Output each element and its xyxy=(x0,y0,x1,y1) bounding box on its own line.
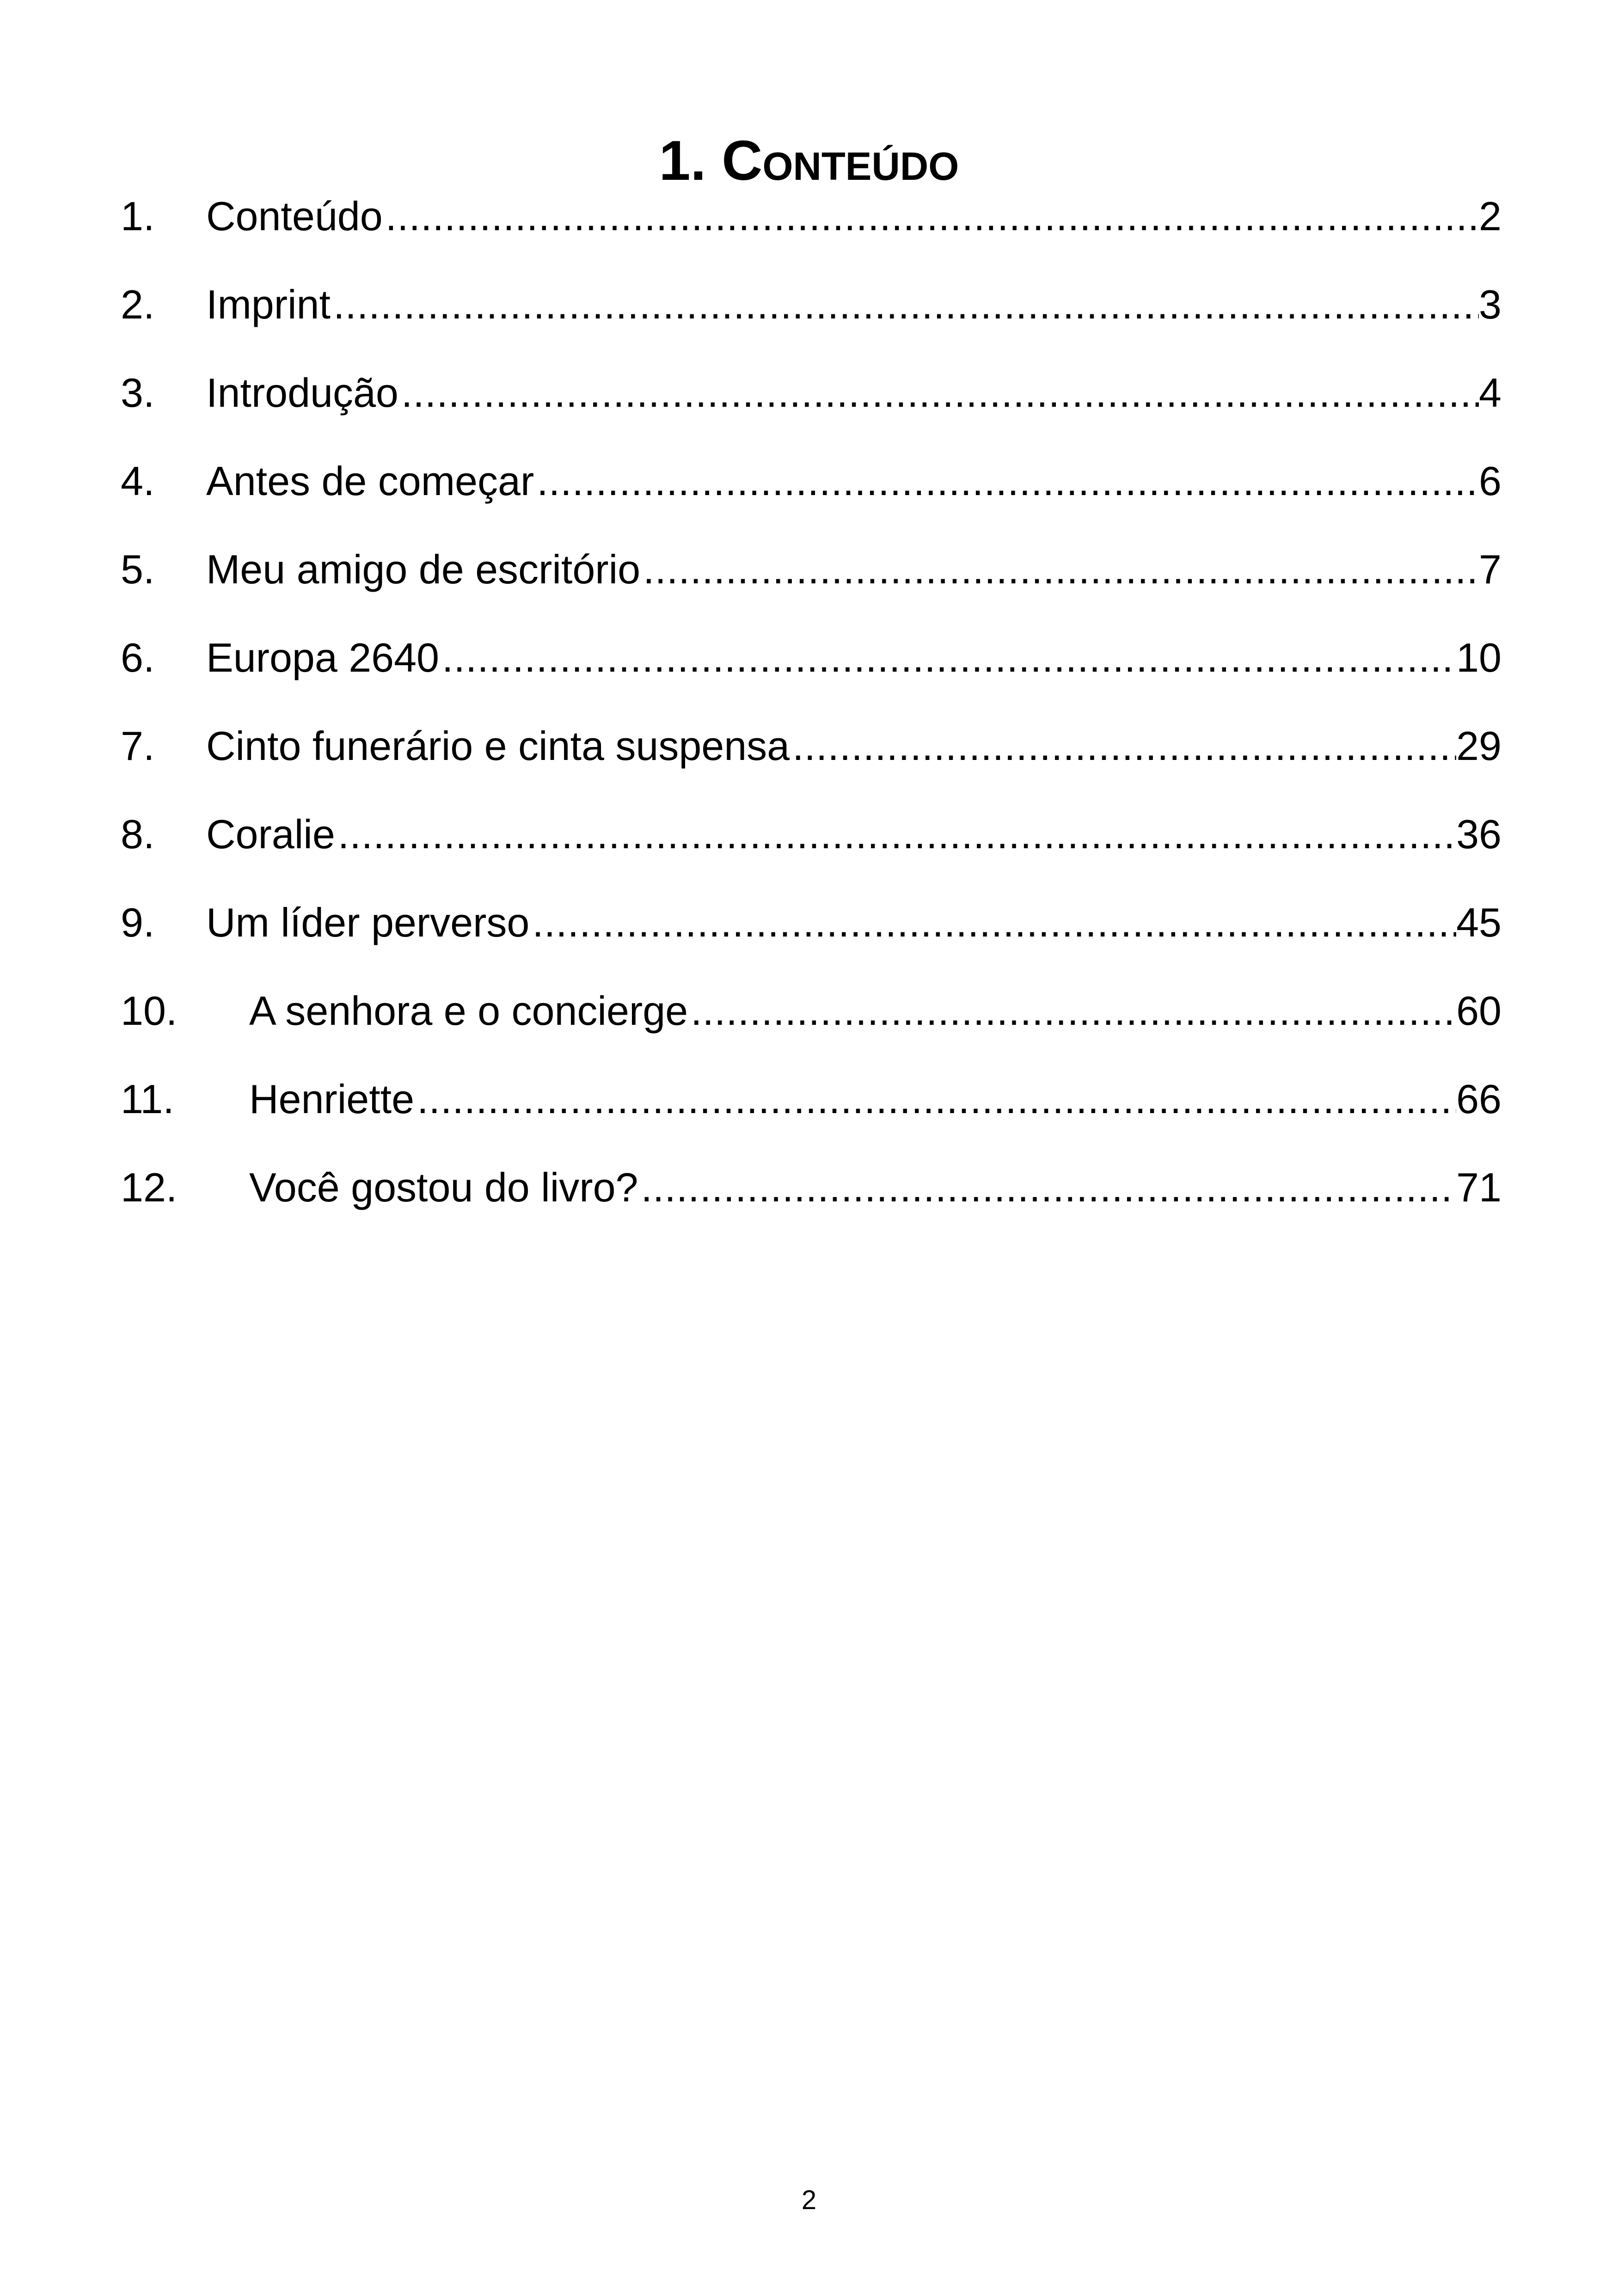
toc-entry-title: Coralie xyxy=(206,811,335,857)
dot-leader xyxy=(529,895,1456,950)
toc-entry-number: 4. xyxy=(121,458,155,504)
dot-leader xyxy=(439,630,1456,686)
dot-leader xyxy=(688,983,1456,1039)
toc-entry[interactable] xyxy=(121,453,1502,542)
toc-entry-page: 66 xyxy=(1456,1076,1502,1122)
toc-entry-page: 2 xyxy=(1479,193,1502,239)
toc-entry-page: 4 xyxy=(1479,370,1502,416)
toc-entry-title: Conteúdo xyxy=(206,193,383,239)
heading-number: 1. xyxy=(659,129,706,192)
toc-entry-number: 10. xyxy=(121,988,178,1034)
toc-entry[interactable] xyxy=(121,189,1502,277)
toc-entry-title: Um líder perverso xyxy=(206,900,530,945)
toc-entry-title: Você gostou do livro? xyxy=(249,1164,638,1210)
dot-leader xyxy=(383,189,1479,244)
dot-leader xyxy=(790,718,1456,774)
toc-entry-title: A senhora e o concierge xyxy=(249,988,688,1034)
toc-entry-title: Antes de começar xyxy=(206,458,534,504)
toc-entry-number: 5. xyxy=(121,546,155,592)
toc-entry-page: 36 xyxy=(1456,811,1502,857)
toc-entry-title: Introdução xyxy=(206,370,398,416)
toc-entry-number: 2. xyxy=(121,282,155,327)
toc-entry-title: Europa 2640 xyxy=(206,635,439,680)
toc-entry-number: 3. xyxy=(121,370,155,416)
toc-entry-number: 1. xyxy=(121,193,155,239)
dot-leader xyxy=(398,365,1479,421)
toc-entry[interactable] xyxy=(121,277,1502,365)
table-of-contents xyxy=(121,189,1502,1248)
toc-entry-number: 8. xyxy=(121,811,155,857)
toc-entry-number: 7. xyxy=(121,723,155,769)
toc-entry[interactable] xyxy=(121,718,1502,807)
dot-leader xyxy=(640,542,1479,597)
toc-entry-page: 7 xyxy=(1479,546,1502,592)
dot-leader xyxy=(335,807,1456,862)
toc-entry-number: 6. xyxy=(121,635,155,680)
toc-entry-title: Henriette xyxy=(249,1076,415,1122)
toc-entry-title: Meu amigo de escritório xyxy=(206,546,641,592)
dot-leader xyxy=(331,277,1479,332)
page-title xyxy=(0,123,1618,197)
toc-entry[interactable] xyxy=(121,1071,1502,1160)
dot-leader xyxy=(638,1160,1456,1215)
toc-entry-page: 10 xyxy=(1456,635,1502,680)
toc-entry-page: 3 xyxy=(1479,282,1502,327)
heading-title: Conteúdo xyxy=(722,129,959,192)
toc-entry-page: 60 xyxy=(1456,988,1502,1034)
toc-entry[interactable] xyxy=(121,365,1502,453)
dot-leader xyxy=(414,1071,1456,1127)
toc-entry-title: Cinto funerário e cinta suspensa xyxy=(206,723,790,769)
toc-entry[interactable] xyxy=(121,983,1502,1071)
toc-entry-number: 12. xyxy=(121,1164,178,1210)
page-number: 2 xyxy=(801,2185,817,2215)
toc-entry[interactable] xyxy=(121,542,1502,630)
toc-entry-page: 45 xyxy=(1456,900,1502,945)
toc-entry[interactable] xyxy=(121,1160,1502,1248)
toc-entry-number: 9. xyxy=(121,900,155,945)
dot-leader xyxy=(534,453,1479,509)
toc-entry-page: 6 xyxy=(1479,458,1502,504)
toc-entry-title: Imprint xyxy=(206,282,331,327)
toc-entry[interactable] xyxy=(121,807,1502,895)
toc-entry-number: 11. xyxy=(121,1076,174,1122)
toc-entry-page: 71 xyxy=(1456,1164,1502,1210)
toc-entry-page: 29 xyxy=(1456,723,1502,769)
toc-entry[interactable] xyxy=(121,630,1502,718)
toc-entry[interactable] xyxy=(121,895,1502,983)
